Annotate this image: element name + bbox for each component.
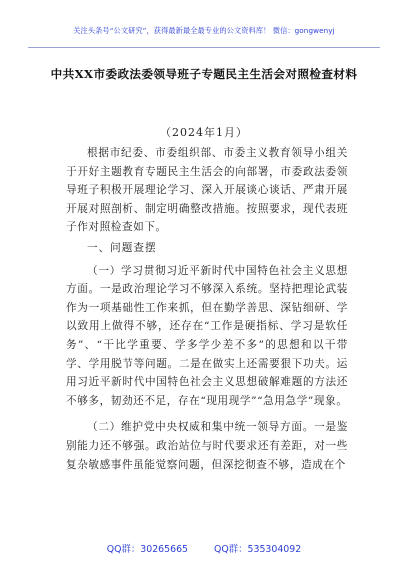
footer-qq-group-1: QQ群：30265665 — [106, 544, 189, 555]
footer — [0, 541, 408, 555]
document-date: （2024年1月） — [160, 126, 248, 139]
header-banner: 关注头条号“公文研究”，获得最新最全最专业的公文资料库！ 微信：gongwenyj — [73, 26, 335, 35]
document-title: 中共XX市委政法委领导班子专题民主生活会对照检查材料 — [50, 67, 358, 81]
section-heading: 一、问题查摆 — [87, 241, 157, 254]
header-divider — [28, 47, 380, 48]
footer-qq-group-2: QQ群：535304092 — [214, 544, 302, 555]
intro-paragraph: 根据市纪委、市委组织部、市委主义教育领导小组关于开好主题教育专题民主生活会的向部署，市委政法委领导班子积极开展理论学习、深入开展谈心谈话、严肃开展开展对照剖析、制定明确整改措施。按照要求，现代表班子作对照检查如下。 — [66, 147, 348, 234]
paragraph-item-2: （二）维护党中央权威和集中统一领导方面。一是鉴别能力还不够强。政治站位与时代要求还有差距，对一些复杂敏感事件虽能觉察问题，但深挖彻查不够，造成在个 — [66, 421, 348, 471]
paragraph-item-1: （一）学习贯彻习近平新时代中国特色社会主义思想方面。一是政治理论学习不够深入系统。坚持把理论武装作为一项基础性工作来抓，但在勤学善思、深钻细研、学以致用上做得不够，还存在“工作是硬指标、学习是软任务”、“干比学重要、学多学少差不多”的思想和以干带学、学用脱节等问题。二是在做实上还需要狠下功夫。运用习近平新时代中国特色社会主义思想破解难题的方法还不够多，韧劲还不足，存在“现用现学”“急用急学”现象。 — [66, 264, 348, 407]
document-body — [66, 144, 348, 474]
